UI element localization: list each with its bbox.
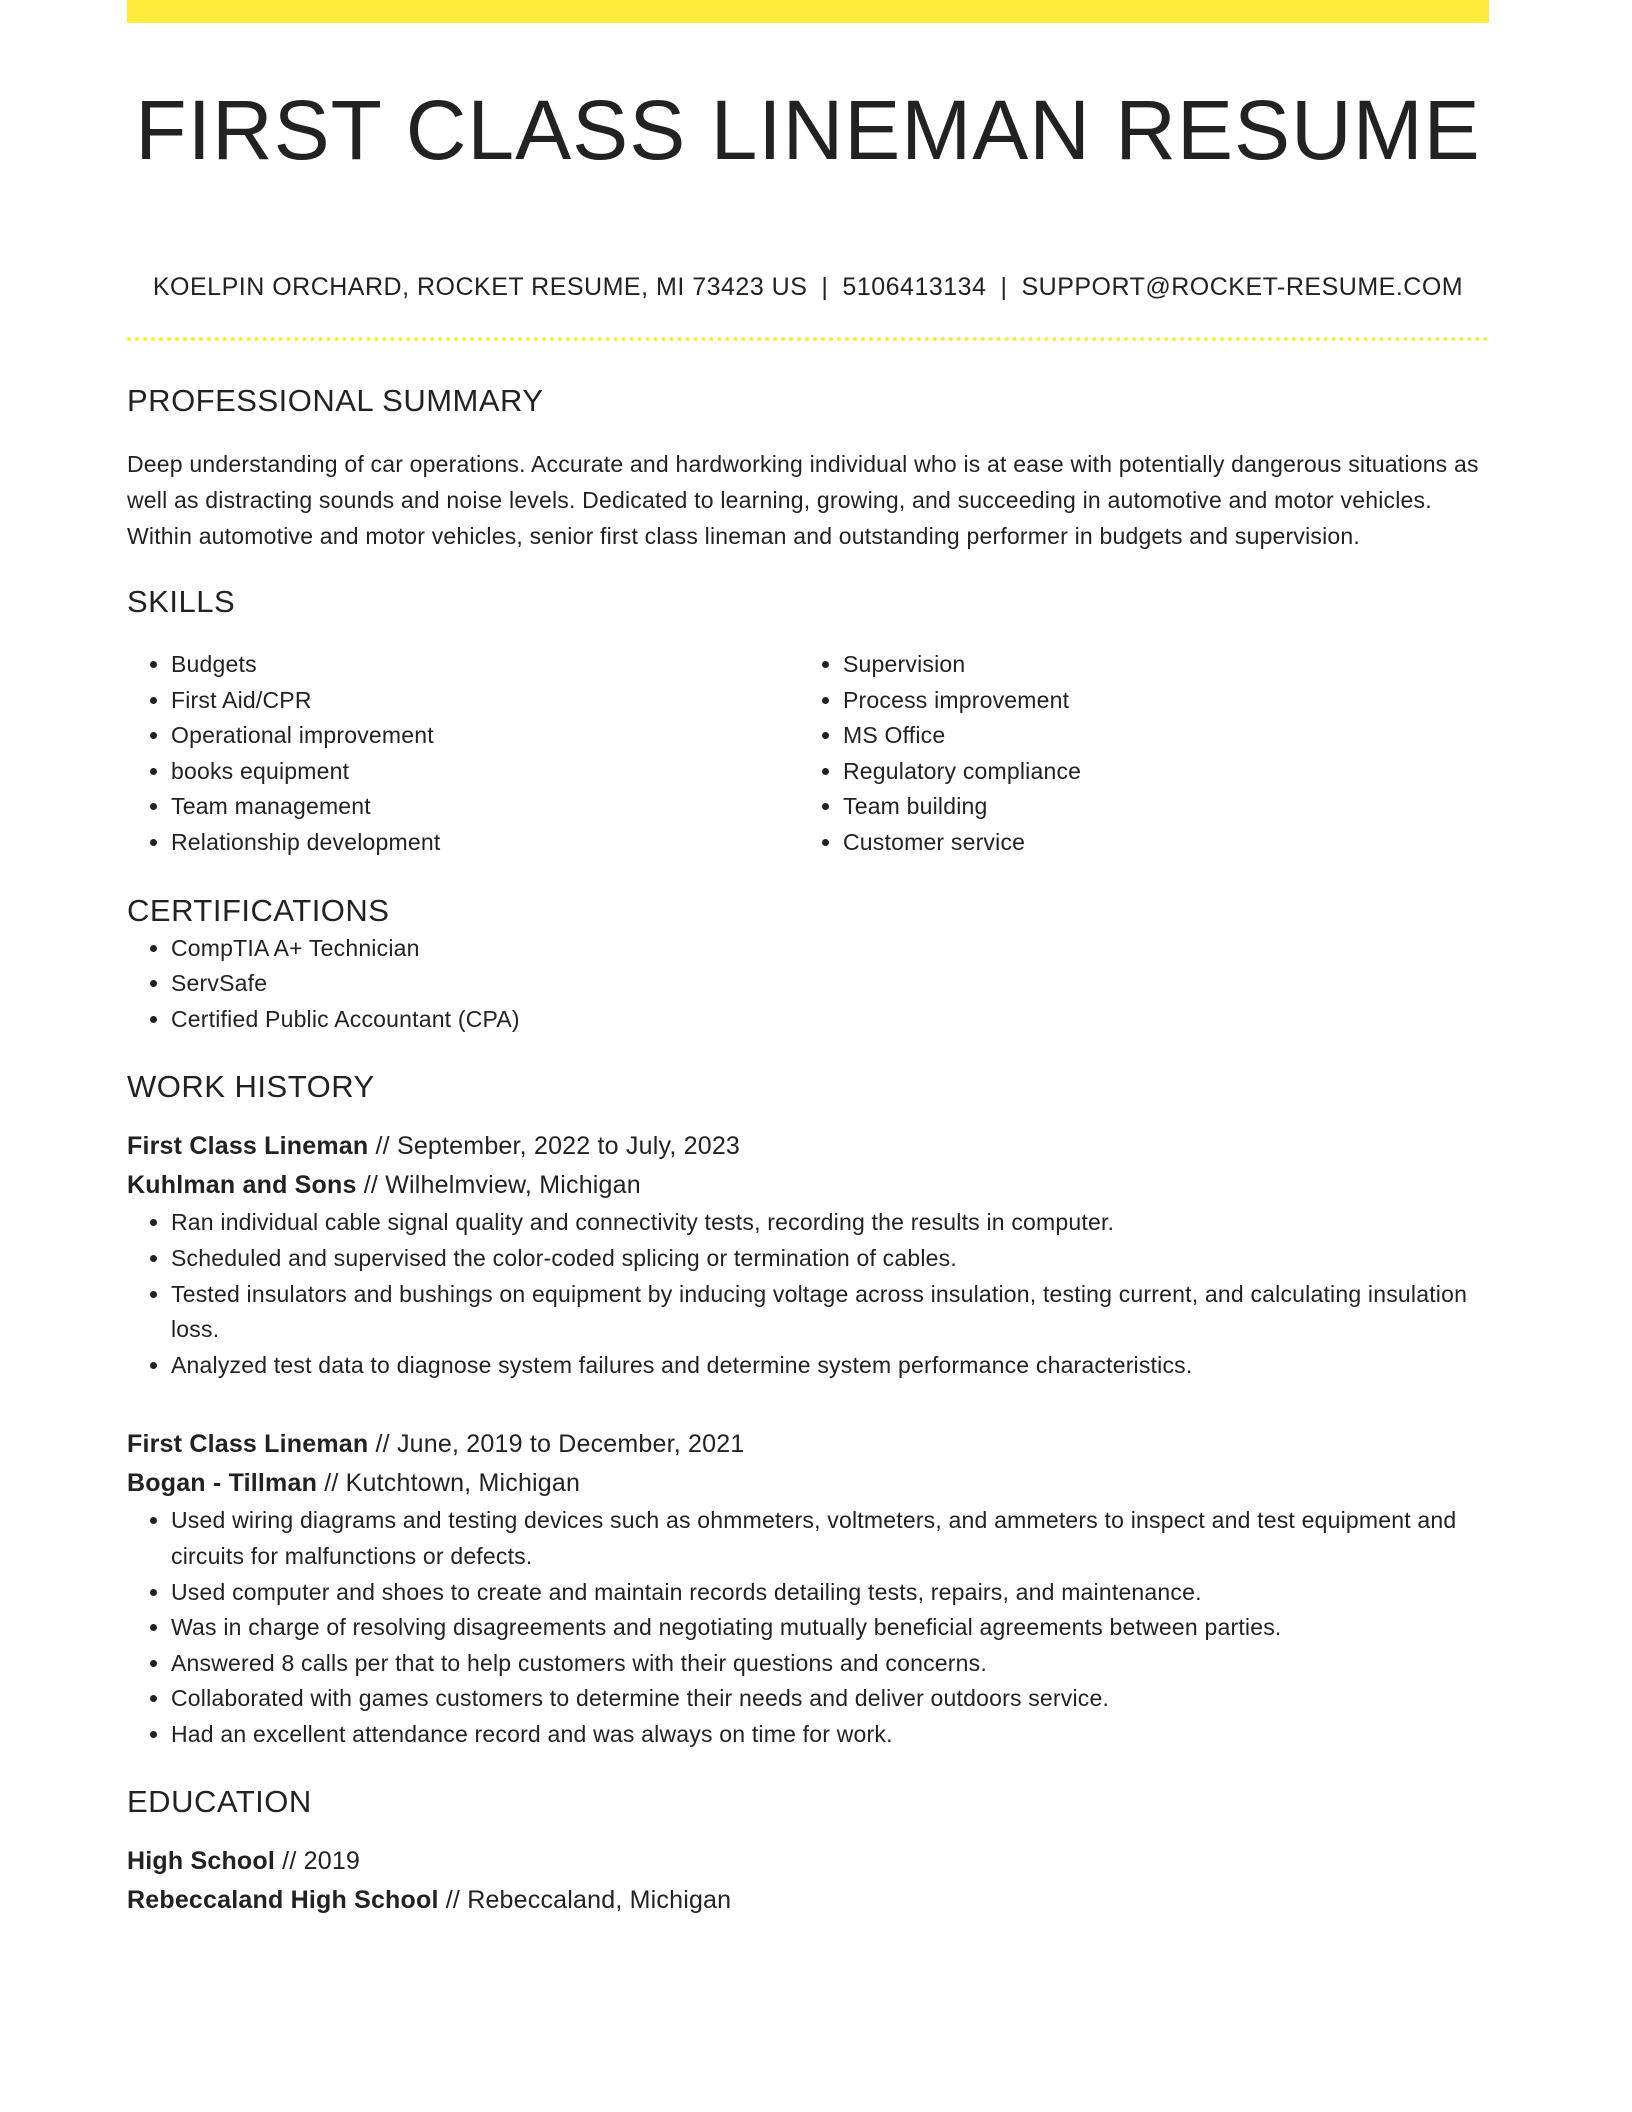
skill-item: • Process improvement [843, 683, 1471, 719]
job-company: Bogan - Tillman [127, 1469, 318, 1498]
job-duty: • Used computer and shoes to create and maintain records detailing tests, repairs, and maintenance. [171, 1575, 1489, 1611]
resume-title: FIRST CLASS LINEMAN RESUME [135, 83, 1481, 177]
skills-heading: SKILLS [127, 584, 236, 619]
certifications-list [127, 931, 1489, 1038]
job-duty: • Analyzed test data to diagnose system failures and determine system performance characteristics. [171, 1348, 1489, 1384]
education-heading: EDUCATION [127, 1784, 312, 1820]
skills-list-left [127, 647, 799, 861]
work-history-heading: WORK HISTORY [127, 1069, 375, 1105]
skill-item: • MS Office [843, 718, 1471, 754]
job-duty: • Used wiring diagrams and testing devices such as ohmmeters, voltmeters, and ammeters to inspect and test equipment and circuits for malfunctions or defects. [171, 1503, 1489, 1574]
skill-item: • Budgets [171, 647, 799, 683]
certification-item: • Certified Public Accountant (CPA) [171, 1002, 1489, 1038]
contact-address: KOELPIN ORCHARD, ROCKET RESUME, MI 73423 US [152, 273, 808, 301]
job-duties-list [127, 1205, 1489, 1383]
job-duty: • Scheduled and supervised the color-coded splicing or termination of cables. [171, 1241, 1489, 1277]
contact-separator: | [821, 273, 829, 301]
contact-email: SUPPORT@ROCKET-RESUME.COM [1021, 273, 1464, 301]
certifications-heading: CERTIFICATIONS [127, 892, 390, 928]
skill-item: • Customer service [843, 825, 1471, 861]
skill-item: • Operational improvement [171, 718, 799, 754]
job-duty: • Answered 8 calls per that to help customers with their questions and concerns. [171, 1646, 1489, 1682]
job-dates: // June, 2019 to December, 2021 [368, 1430, 745, 1459]
job-location: // Kutchtown, Michigan [317, 1469, 581, 1498]
job-title: First Class Lineman [127, 1132, 369, 1161]
job-title-line [127, 1425, 1489, 1464]
header-divider [127, 337, 1489, 341]
contact-line [127, 270, 1489, 304]
education-degree-line [127, 1842, 1489, 1881]
education-location: // Rebeccaland, Michigan [438, 1886, 732, 1915]
certification-item: • ServSafe [171, 966, 1489, 1002]
job-duty: • Had an excellent attendance record and was always on time for work. [171, 1717, 1489, 1753]
resume-content [127, 0, 1489, 1920]
education-year: // 2019 [275, 1847, 361, 1876]
contact-phone: 5106413134 [842, 273, 987, 301]
job-duty: • Collaborated with games customers to determine their needs and deliver outdoors service. [171, 1681, 1489, 1717]
education-school-line [127, 1881, 1489, 1920]
contact-separator: | [1000, 273, 1008, 301]
job-duty: • Ran individual cable signal quality and connectivity tests, recording the results in computer. [171, 1205, 1489, 1241]
education-school: Rebeccaland High School [127, 1886, 439, 1915]
job-company-line [127, 1464, 1489, 1503]
skill-item: • Supervision [843, 647, 1471, 683]
job-company-line [127, 1166, 1489, 1205]
job-title-line [127, 1127, 1489, 1166]
education-entry [127, 1842, 1489, 1920]
job-entry [127, 1127, 1489, 1383]
skill-item: • Team building [843, 789, 1471, 825]
job-title: First Class Lineman [127, 1430, 369, 1459]
job-duty: • Was in charge of resolving disagreements and negotiating mutually beneficial agreements between parties. [171, 1610, 1489, 1646]
skill-item: • books equipment [171, 754, 799, 790]
skill-item: • Regulatory compliance [843, 754, 1471, 790]
skill-item: • Team management [171, 789, 799, 825]
job-location: // Wilhelmview, Michigan [356, 1171, 641, 1200]
job-duties-list [127, 1503, 1489, 1752]
skill-item: • Relationship development [171, 825, 799, 861]
education-degree: High School [127, 1847, 276, 1876]
skill-item: • First Aid/CPR [171, 683, 799, 719]
summary-text: Deep understanding of car operations. Accurate and hardworking individual who is at ease with potentially dangerous situations as well as distracting sounds and noise levels. Dedicated to learning, growing, and succeeding in automotive and motor vehicles. Within automotive and motor vehicles, senior first class lineman and outstanding performer in budgets and supervision. [127, 451, 1479, 549]
summary-heading: PROFESSIONAL SUMMARY [127, 383, 544, 418]
job-company: Kuhlman and Sons [127, 1171, 357, 1200]
job-duty: • Tested insulators and bushings on equipment by inducing voltage across insulation, testing current, and calculating insulation loss. [171, 1277, 1489, 1348]
job-entry [127, 1425, 1489, 1752]
skills-list-right [799, 647, 1471, 861]
job-dates: // September, 2022 to July, 2023 [368, 1132, 741, 1161]
certification-item: • CompTIA A+ Technician [171, 931, 1489, 967]
skills-grid [127, 647, 1489, 861]
